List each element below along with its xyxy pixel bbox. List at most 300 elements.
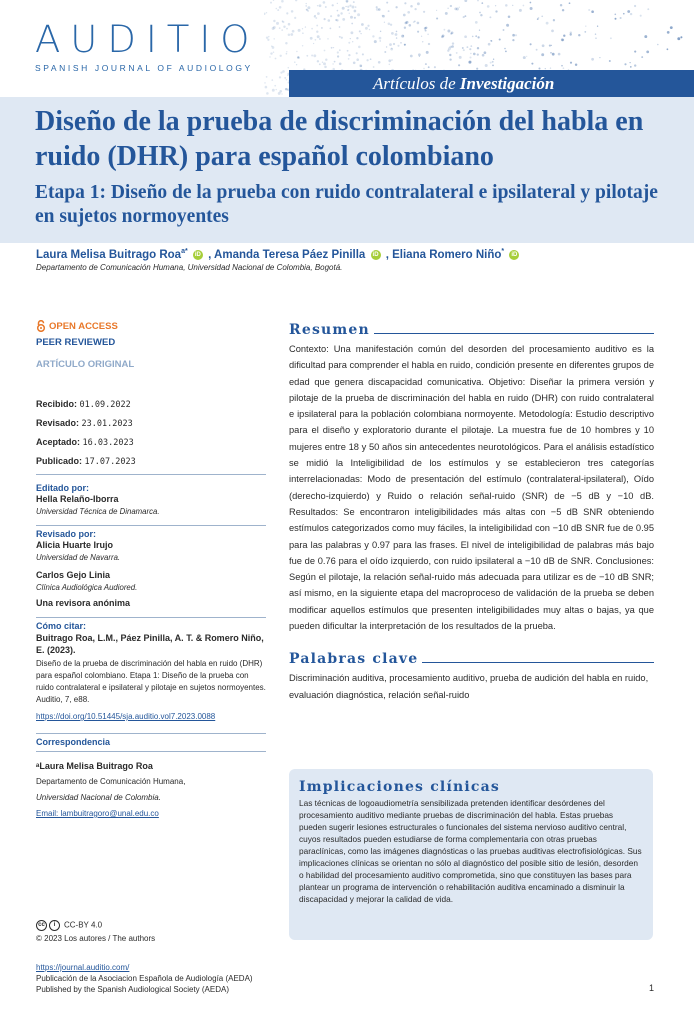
decorative-dot	[386, 46, 387, 47]
decorative-dot	[489, 16, 491, 18]
decorative-dot	[417, 31, 419, 33]
decorative-dot	[314, 15, 316, 17]
decorative-dot	[348, 54, 350, 56]
decorative-dot	[488, 43, 491, 46]
decorative-dot	[463, 16, 465, 18]
decorative-dot	[384, 22, 385, 23]
decorative-dot	[475, 35, 477, 37]
page-number: 1	[649, 983, 655, 993]
decorative-dot	[530, 7, 533, 10]
doi-link[interactable]: https://doi.org/10.51445/sja.auditio.vol7.2023.0088	[36, 712, 216, 721]
journal-url-link[interactable]: https://journal.auditio.com/	[36, 963, 130, 972]
decorative-dot	[302, 32, 304, 34]
decorative-dot	[317, 35, 320, 38]
decorative-dot	[273, 51, 274, 52]
divider	[36, 474, 266, 475]
decorative-dot	[282, 70, 285, 73]
divider	[36, 733, 266, 734]
decorative-dot	[373, 66, 375, 68]
decorative-dot	[630, 13, 632, 15]
decorative-dot	[313, 43, 314, 44]
decorative-dot	[561, 65, 563, 67]
decorative-dot	[315, 39, 317, 41]
decorative-dot	[614, 13, 616, 15]
decorative-dot	[623, 13, 625, 15]
decorative-dot	[569, 2, 571, 4]
decorative-dot	[482, 54, 485, 57]
decorative-dot	[454, 8, 457, 11]
decorative-dot	[634, 64, 636, 66]
article-subtitle: Etapa 1: Diseño de la prueba con ruido contralateral e ipsilateral y pilotaje en sujetos normoyentes	[35, 182, 658, 227]
author-name: Laura Melisa Buitrago Roa	[36, 248, 182, 261]
decorative-dot	[425, 63, 427, 65]
decorative-dot	[378, 61, 381, 64]
decorative-dot	[469, 48, 471, 50]
decorative-dot	[479, 30, 480, 31]
clinical-implications-text: Las técnicas de logoaudiometría sensibilizada pretenden identificar desórdenes del procesamiento auditivo mediante pruebas de discriminación del habla. Estas pruebas pueden sugerir lesiones estructurales o funcionales del sistema nervioso auditivo central, cuyos resultados pueden estudiarse de forma complementaria con otras pruebas paraclínicas, como las imágenes diagnósticas o las pruebas auditivas electrofisiológicas. Sus implicaciones clínicas se orientan no sólo al diagnóstico del posible sitio de lesión, desorden o habilidad del procesamiento auditivo comprometida, sino que constituyen las bases para plantear un programa de intervención o rehabilitación auditiva encaminado a disminuir la discapacidad y mejorar la calidad de vida.	[299, 798, 642, 904]
decorative-dot	[423, 68, 424, 69]
decorative-dot	[414, 20, 416, 22]
edited-by-heading: Editado por:	[36, 483, 89, 493]
decorative-dot	[355, 6, 356, 7]
peer-reviewed-label: PEER REVIEWED	[36, 337, 116, 348]
decorative-dot	[530, 43, 532, 45]
article-title: Diseño de la prueba de discriminación del habla en ruido (DHR) para español colombiano	[35, 106, 644, 172]
decorative-dot	[349, 5, 351, 7]
decorative-dot	[330, 28, 332, 30]
decorative-dot	[599, 57, 600, 58]
decorative-dot	[354, 17, 356, 19]
decorative-dot	[630, 66, 632, 68]
decorative-dot	[273, 0, 274, 1]
decorative-dot	[425, 30, 427, 32]
author-mark: a*	[181, 248, 188, 255]
decorative-dot	[286, 51, 287, 52]
decorative-dot	[425, 27, 427, 29]
correspondence-heading: Correspondencia	[36, 737, 111, 747]
decorative-dot	[350, 16, 353, 19]
decorative-dot	[550, 52, 552, 54]
decorative-dot	[306, 9, 308, 11]
license-row	[36, 920, 155, 931]
journal-subtitle: SPANISH JOURNAL OF AUDIOLOGY	[35, 63, 253, 73]
divider	[36, 617, 266, 618]
decorative-dot	[302, 45, 303, 46]
orcid-icon[interactable]: iD	[194, 251, 201, 258]
decorative-dot	[505, 51, 507, 53]
decorative-dot	[647, 8, 649, 10]
main-column	[289, 322, 654, 703]
date-row	[36, 395, 266, 414]
decorative-dot	[347, 6, 349, 8]
decorative-dot	[347, 50, 349, 52]
decorative-dot	[552, 53, 555, 56]
decorative-dot	[644, 35, 647, 38]
decorative-dot	[311, 28, 313, 30]
decorative-dot	[288, 34, 291, 37]
decorative-dot	[337, 10, 339, 12]
decorative-dot	[340, 12, 342, 14]
decorative-dot	[422, 41, 423, 42]
decorative-dot	[396, 31, 398, 33]
cc-icon: cc i	[36, 920, 60, 931]
decorative-dot	[380, 31, 381, 32]
decorative-dot	[388, 22, 391, 25]
decorative-dot	[365, 27, 368, 30]
decorative-dot	[551, 45, 552, 46]
decorative-dot	[291, 10, 294, 13]
decorative-dot	[418, 53, 421, 56]
decorative-dot	[536, 49, 538, 51]
decorative-dot	[290, 33, 293, 36]
decorative-dot	[285, 42, 287, 44]
clinical-implications-heading: Implicaciones clínicas	[299, 779, 500, 795]
decorative-dot	[646, 51, 649, 54]
decorative-dot	[610, 37, 612, 39]
decorative-dot	[458, 64, 460, 66]
decorative-dot	[272, 27, 275, 30]
decorative-dot	[421, 36, 422, 37]
decorative-dot	[468, 61, 471, 64]
decorative-dot	[449, 54, 451, 56]
orcid-icon[interactable]: iD	[511, 251, 518, 258]
decorative-dot	[384, 51, 386, 53]
decorative-dot	[357, 13, 360, 16]
cite-text: Diseño de la prueba de discriminación del habla en ruido (DHR) para español colombiano. Etapa 1: Diseño de la prueba con ruido contralateral e ipsilateral y pilotaje en sujetos normoyentes. Auditio, 7, e88.	[36, 659, 266, 704]
decorative-dot	[321, 27, 323, 29]
decorative-dot	[282, 21, 284, 23]
decorative-dot	[469, 56, 471, 58]
decorative-dot	[388, 10, 390, 12]
decorative-dot	[319, 63, 321, 65]
decorative-dot	[562, 9, 564, 11]
heading-rule	[422, 662, 654, 663]
dates-list	[36, 395, 266, 471]
decorative-dot	[324, 50, 326, 52]
decorative-dot	[401, 35, 404, 38]
decorative-dot	[391, 32, 394, 35]
decorative-dot	[575, 63, 577, 65]
decorative-dot	[372, 35, 374, 37]
decorative-dot	[470, 53, 471, 54]
decorative-dot	[367, 25, 369, 27]
reviewer-name: Alicia Huarte Irujo	[36, 540, 114, 550]
correspondence-email[interactable]: Email: lambuitragoro@unal.edu.co	[36, 809, 159, 818]
decorative-dot	[266, 76, 268, 78]
decorative-dot	[388, 59, 391, 62]
decorative-dot	[481, 2, 483, 4]
footer-publisher-en: Published by the Spanish Audiological Society (AEDA)	[36, 985, 229, 994]
decorative-dot	[578, 34, 580, 36]
decorative-dot	[279, 76, 281, 78]
decorative-dot	[584, 31, 586, 33]
correspondence-department: Departamento de Comunicación Humana,	[36, 777, 186, 786]
decorative-dot	[353, 62, 356, 65]
decorative-dot	[393, 43, 395, 45]
divider	[36, 751, 266, 752]
decorative-dot	[295, 0, 297, 1]
decorative-dot	[356, 52, 358, 54]
decorative-dot	[310, 37, 313, 40]
decorative-dot	[279, 27, 281, 29]
decorative-dot	[358, 46, 361, 49]
decorative-dot	[296, 51, 297, 52]
license-block	[36, 920, 155, 943]
decorative-dot	[276, 89, 277, 90]
footer	[36, 962, 253, 995]
decorative-dot	[379, 37, 382, 40]
decorative-dot	[512, 5, 513, 6]
keywords-text: Discriminación auditiva, procesamiento auditivo, prueba de audición del habla en ruido, evaluación diagnóstica, relación señal-ruido	[289, 673, 649, 700]
decorative-dot	[333, 47, 334, 48]
orcid-icon[interactable]: iD	[372, 251, 379, 258]
decorative-dot	[366, 59, 368, 61]
decorative-dot	[302, 28, 303, 29]
decorative-dot	[265, 86, 268, 89]
decorative-dot	[495, 10, 497, 12]
article-type: ARTÍCULO ORIGINAL	[36, 359, 135, 370]
decorative-dot	[283, 26, 285, 28]
decorative-dot	[359, 64, 362, 67]
decorative-dot	[562, 39, 565, 42]
decorative-dot	[348, 58, 350, 60]
decorative-dot	[570, 31, 572, 33]
decorative-dot	[441, 35, 444, 38]
section-bold: Investigación	[459, 74, 555, 93]
decorative-dot	[380, 40, 381, 41]
decorative-dot	[499, 38, 501, 40]
decorative-dot	[657, 44, 659, 46]
decorative-dot	[271, 79, 273, 81]
decorative-dot	[337, 14, 340, 17]
decorative-dot	[428, 66, 430, 68]
decorative-dot	[348, 42, 350, 44]
decorative-dot	[542, 44, 545, 47]
decorative-dot	[352, 6, 355, 9]
affiliation: Departamento de Comunicación Humana, Universidad Nacional de Colombia, Bogotá.	[36, 263, 343, 272]
decorative-dot	[484, 51, 487, 54]
decorative-dot	[353, 1, 355, 3]
decorative-dot	[350, 31, 353, 34]
decorative-dot	[350, 38, 351, 39]
decorative-dot	[526, 56, 527, 57]
decorative-dot	[459, 56, 462, 59]
decorative-dot	[270, 52, 272, 54]
decorative-dot	[551, 30, 554, 33]
decorative-dot	[641, 56, 643, 58]
decorative-dot	[504, 48, 506, 50]
decorative-dot	[325, 59, 327, 61]
decorative-dot	[276, 22, 279, 25]
decorative-dot	[335, 19, 337, 21]
decorative-dot	[285, 88, 288, 91]
decorative-dot	[451, 31, 454, 34]
decorative-dot	[451, 45, 454, 48]
decorative-dot	[410, 5, 413, 8]
decorative-dot	[264, 82, 266, 84]
decorative-dot	[323, 62, 326, 65]
decorative-dot	[519, 9, 522, 12]
decorative-dot	[410, 55, 413, 58]
copyright: © 2023 Los autores / The authors	[36, 934, 156, 943]
decorative-dot	[479, 12, 481, 14]
decorative-dot	[356, 58, 359, 61]
decorative-dot	[294, 17, 296, 19]
decorative-dot	[591, 58, 594, 61]
decorative-dot	[281, 0, 284, 2]
section-prefix: Artículos de	[373, 74, 456, 93]
decorative-dot	[487, 5, 490, 8]
decorative-dot	[634, 5, 636, 7]
date-value: 17.07.2023	[84, 457, 136, 467]
author-mark: *	[501, 248, 505, 255]
reviewer-name: Carlos Gejo Linia	[36, 570, 111, 580]
decorative-dot	[284, 77, 286, 79]
decorative-dot	[332, 4, 334, 6]
decorative-dot	[670, 26, 673, 29]
decorative-dot	[549, 45, 551, 47]
decorative-dot	[558, 53, 561, 56]
decorative-dot	[570, 62, 572, 64]
decorative-dot	[447, 30, 450, 33]
decorative-dot	[490, 62, 492, 64]
decorative-dot	[434, 66, 436, 68]
decorative-dot	[512, 34, 515, 37]
decorative-dot	[322, 61, 323, 62]
decorative-dot	[319, 4, 322, 7]
clinical-implications-box	[289, 769, 653, 940]
decorative-dot	[523, 56, 526, 59]
correspondence-university: Universidad Nacional de Colombia.	[36, 793, 161, 802]
decorative-dot	[360, 33, 361, 34]
decorative-dot	[275, 58, 277, 60]
decorative-dot	[342, 7, 345, 10]
decorative-dot	[450, 5, 452, 7]
decorative-dot	[268, 36, 269, 37]
decorative-dot	[382, 15, 385, 18]
decorative-dot	[323, 1, 326, 4]
decorative-dot	[352, 41, 353, 42]
decorative-dot	[512, 39, 514, 41]
decorative-dot	[281, 29, 283, 31]
decorative-dot	[463, 49, 465, 51]
author-list	[36, 248, 521, 261]
open-access-label: OPEN ACCESS	[49, 320, 118, 332]
decorative-dot	[297, 56, 300, 59]
decorative-dot	[595, 37, 597, 39]
decorative-dot	[266, 12, 267, 13]
decorative-dot	[597, 26, 598, 27]
decorative-dot	[620, 17, 622, 19]
decorative-dot	[305, 5, 307, 7]
date-row	[36, 414, 266, 433]
decorative-dot	[470, 45, 472, 47]
decorative-dot	[677, 37, 680, 40]
decorative-dot	[530, 2, 532, 4]
decorative-dot	[414, 8, 416, 10]
decorative-dot	[266, 92, 269, 95]
decorative-dot	[546, 22, 549, 25]
decorative-dot	[407, 11, 410, 14]
decorative-dot	[390, 24, 392, 26]
decorative-dot	[351, 23, 353, 25]
decorative-dot	[317, 12, 320, 15]
date-value: 23.01.2023	[81, 419, 133, 429]
decorative-dot	[464, 35, 467, 38]
decorative-dot	[337, 3, 338, 4]
decorative-dot	[495, 5, 496, 6]
decorative-dot	[386, 2, 388, 4]
decorative-dot	[428, 43, 430, 45]
decorative-dot	[345, 6, 346, 7]
journal-logo: AUDITIO	[35, 18, 260, 61]
decorative-dot	[444, 29, 446, 31]
decorative-dot	[298, 29, 301, 32]
decorative-dot	[640, 15, 642, 17]
decorative-dot	[378, 8, 381, 11]
decorative-dot	[315, 17, 317, 19]
decorative-dot	[404, 44, 406, 46]
decorative-dot	[347, 9, 349, 11]
decorative-dot	[359, 30, 361, 32]
decorative-dot	[391, 59, 392, 60]
decorative-dot	[273, 20, 275, 22]
decorative-dot	[370, 58, 372, 60]
decorative-dot	[591, 10, 594, 13]
decorative-dot	[447, 8, 448, 9]
divider	[36, 525, 266, 526]
decorative-dot	[493, 59, 494, 60]
decorative-dot	[337, 51, 339, 53]
decorative-dot	[272, 46, 275, 49]
decorative-dot	[550, 67, 551, 68]
date-row	[36, 452, 266, 471]
decorative-dot	[311, 55, 313, 57]
decorative-dot	[374, 40, 377, 43]
decorative-dot	[563, 67, 565, 69]
license-label: CC-BY 4.0	[64, 920, 103, 930]
keywords-heading	[289, 651, 654, 667]
open-lock-icon	[36, 320, 46, 332]
decorative-dot	[448, 47, 451, 50]
decorative-dot	[324, 18, 326, 20]
decorative-dot	[480, 14, 482, 16]
decorative-dot	[369, 29, 370, 30]
decorative-dot	[485, 64, 488, 67]
decorative-dot	[397, 45, 399, 47]
decorative-dot	[288, 23, 291, 26]
decorative-dot	[276, 8, 278, 10]
section-label	[289, 70, 694, 97]
decorative-dot	[286, 28, 288, 30]
decorative-dot	[523, 5, 525, 7]
decorative-dot	[585, 25, 586, 26]
decorative-dot	[475, 21, 478, 24]
decorative-dot	[341, 37, 343, 39]
decorative-dot	[417, 2, 420, 5]
decorative-dot	[286, 12, 288, 14]
decorative-dot	[337, 55, 339, 57]
editor-name: Hella Relaño-Iborra	[36, 494, 119, 504]
correspondence-name: ᵃLaura Melisa Buitrago Roa	[36, 761, 153, 771]
decorative-dot	[492, 61, 494, 63]
date-label: Revisado:	[36, 418, 80, 428]
decorative-dot	[296, 64, 297, 65]
decorative-dot	[615, 18, 617, 20]
reviewer-anonymous: Una revisora anónima	[36, 598, 131, 608]
decorative-dot	[270, 2, 272, 4]
author-name: , Eliana Romero Niño	[385, 248, 502, 261]
